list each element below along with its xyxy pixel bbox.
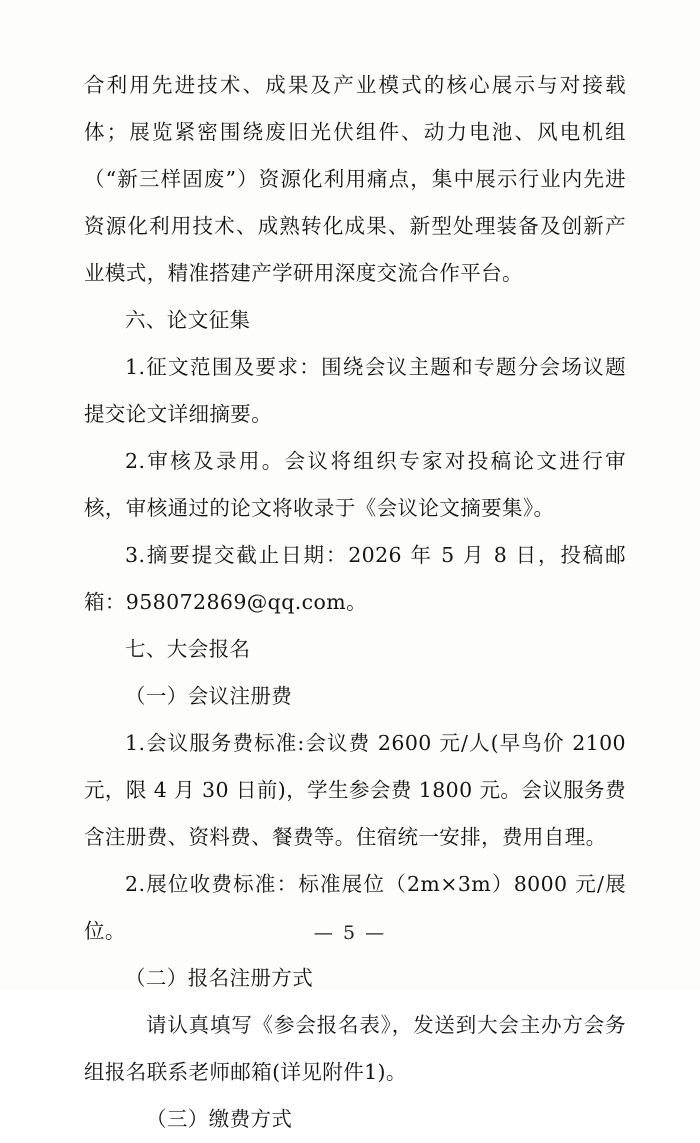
document-body bbox=[84, 62, 626, 1143]
paragraph-paper-scope: 1.征文范围及要求：围绕会议主题和专题分会场议题提交论文详细摘要。 bbox=[84, 355, 626, 426]
section-heading-seven: 七、大会报名 bbox=[125, 637, 251, 661]
subsection-registration-method: （二）报名注册方式 bbox=[125, 966, 314, 990]
paragraph-fee-standard: 1.会议服务费标准:会议费 2600 元/人(早鸟价 2100 元，限 4 月 30 日前)，学生参会费 1800 元。会议服务费含注册费、资料费、餐费等。住宿统一安排，费用自理。 bbox=[84, 731, 626, 849]
page-footer bbox=[0, 922, 700, 944]
subsection-registration-fee: （一）会议注册费 bbox=[125, 684, 293, 708]
paragraph-registration-form: 请认真填写《参会报名表》，发送到大会主办方会务组报名联系老师邮箱(详见附件1)。 bbox=[84, 1013, 626, 1084]
paragraph-abstract-deadline: 3.摘要提交截止日期：2026 年 5 月 8 日，投稿邮箱：958072869@qq.com。 bbox=[84, 543, 626, 614]
paragraph-continuation: 合利用先进技术、成果及产业模式的核心展示与对接载体；展览紧密围绕废旧光伏组件、动力电池、风电机组（“新三样固废”）资源化利用痛点，集中展示行业内先进资源化利用技术、成熟转化成果、新型处理装备及创新产业模式，精准搭建产学研用深度交流合作平台。 bbox=[84, 73, 626, 285]
section-heading-six: 六、论文征集 bbox=[125, 308, 251, 332]
paragraph-paper-review: 2.审核及录用。会议将组织专家对投稿论文进行审核，审核通过的论文将收录于《会议论文摘要集》。 bbox=[84, 449, 626, 520]
page-number: — 5 — bbox=[313, 922, 387, 944]
subsection-payment-method: （三）缴费方式 bbox=[146, 1107, 293, 1131]
paragraph-booth-fee: 2.展位收费标准：标准展位（2m×3m）8000 元/展位。 bbox=[84, 872, 626, 943]
